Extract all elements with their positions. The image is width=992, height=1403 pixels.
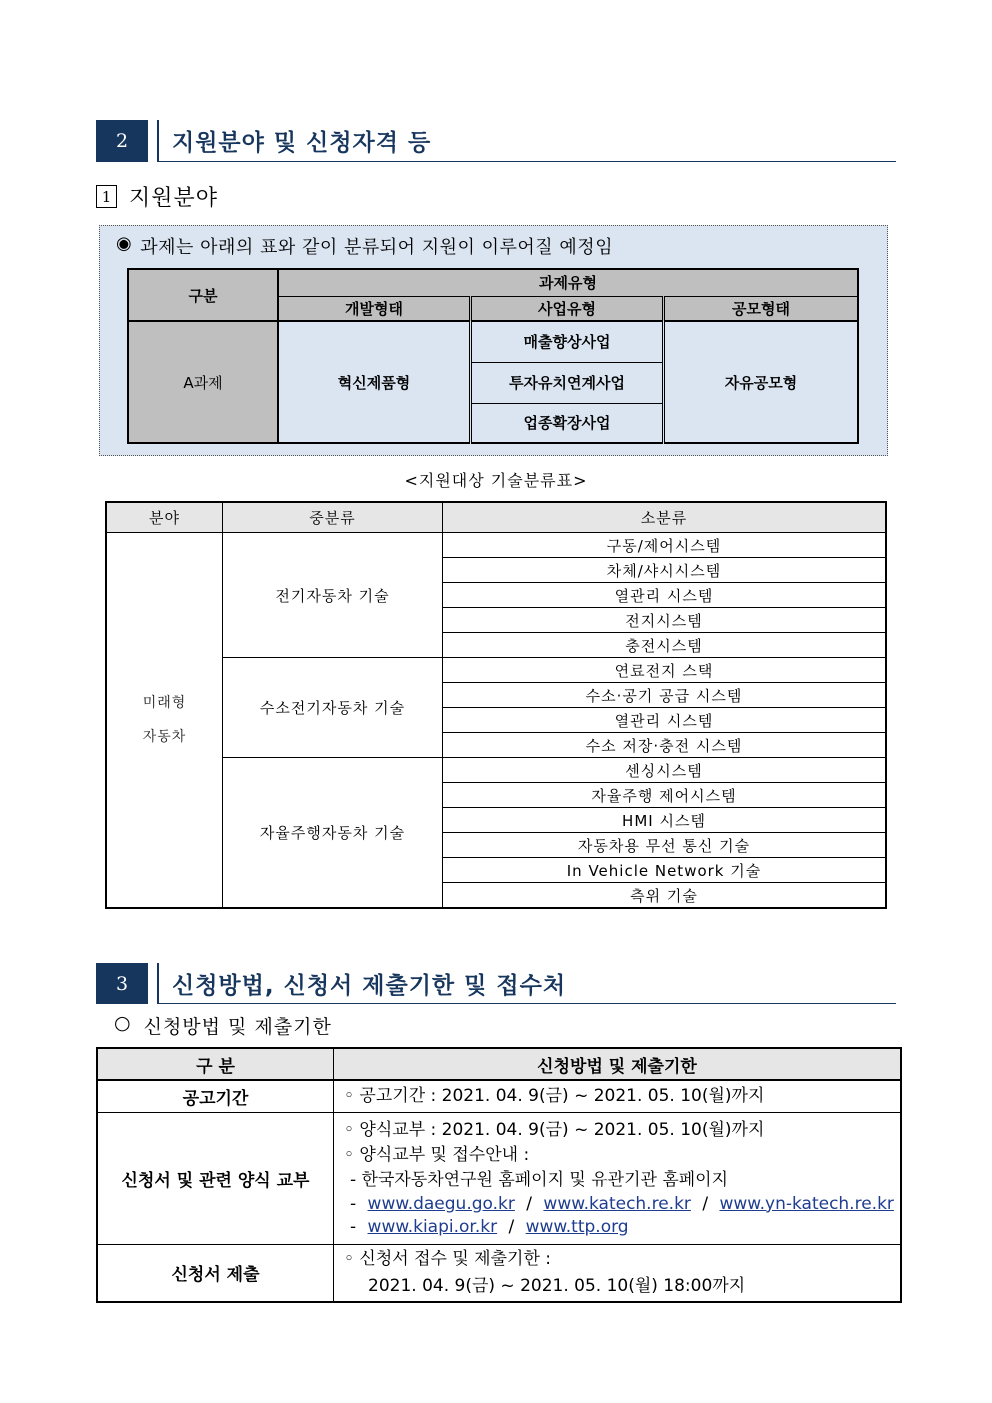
task-note-text: 과제는 아래의 표와 같이 분류되어 지원이 이루어질 예정임 — [140, 237, 614, 258]
small-category-cell: 센싱시스템 — [443, 758, 887, 783]
section-title: 지원분야 및 신청자격 등 — [172, 130, 432, 156]
section-title: 신청방법, 신청서 제출기한 및 접수처 — [172, 973, 567, 999]
row-label-forms: 신청서 및 관련 양식 교부 — [97, 1112, 334, 1244]
small-category-cell: 열관리 시스템 — [443, 583, 887, 608]
link-daegu[interactable]: www.daegu.go.kr — [367, 1193, 515, 1214]
small-category-cell: 자율주행 제어시스템 — [443, 783, 887, 808]
link-row — [344, 1193, 900, 1216]
link-separator: / — [508, 1216, 515, 1237]
row-label-announcement: 공고기간 — [97, 1080, 334, 1112]
link-yn-katech[interactable]: www.yn-katech.re.kr — [719, 1193, 894, 1214]
link-row — [344, 1216, 900, 1239]
small-category-cell: 자동차용 무선 통신 기술 — [443, 833, 887, 858]
application-table — [96, 1047, 902, 1303]
header-category: 구 분 — [97, 1048, 334, 1080]
link-separator: / — [526, 1193, 533, 1214]
subsection-title: 지원분야 — [129, 186, 219, 211]
small-category-cell: 열관리 시스템 — [443, 708, 887, 733]
header-field: 분야 — [106, 502, 223, 533]
forms-guide: ◦ 양식교부 및 접수안내 : — [344, 1144, 530, 1165]
small-category-cell: In Vehicle Network 기술 — [443, 858, 887, 883]
dash-marker: - — [350, 1193, 357, 1214]
tech-table-caption: <지원대상 기술분류표> — [404, 471, 588, 490]
field-cell — [106, 533, 223, 909]
field-label-line: 미래형 — [142, 695, 187, 711]
submission-deadline: 2021. 04. 9(금) ~ 2021. 05. 10(월) 18:00까지 — [368, 1275, 746, 1296]
row-label-a-task: A과제 — [128, 321, 278, 443]
small-category-cell: HMI 시스템 — [443, 808, 887, 833]
submission-content — [334, 1244, 902, 1302]
link-separator: / — [702, 1193, 709, 1214]
header-task-type: 과제유형 — [278, 269, 858, 296]
biz-type-value: 매출향상사업 — [471, 321, 664, 362]
section-number: 3 — [96, 963, 148, 1004]
contest-type-value: 자유공모형 — [664, 321, 859, 443]
small-category-cell: 측위 기술 — [443, 883, 887, 909]
field-label-line: 자동차 — [142, 729, 187, 745]
small-category-cell: 차체/샤시시스템 — [443, 558, 887, 583]
small-category-cell: 전지시스템 — [443, 608, 887, 633]
biz-type-value: 업종확장사업 — [471, 403, 664, 443]
radio-bullet-icon: ◉ — [116, 233, 133, 254]
header-mid-category: 중분류 — [223, 502, 443, 533]
subsection-title: 신청방법 및 제출기한 — [143, 1016, 332, 1038]
section-divider — [157, 120, 159, 162]
tech-classification-table — [105, 501, 887, 909]
announcement-period: ◦ 공고기간 : 2021. 04. 9(금) ~ 2021. 05. 10(월)까지 — [334, 1080, 902, 1112]
task-note — [116, 233, 613, 259]
section-divider — [157, 963, 159, 1004]
submission-intro: ◦ 신청서 접수 및 제출기한 : — [344, 1248, 551, 1269]
section-underline — [158, 1003, 896, 1004]
forms-homepage-note: - 한국자동차연구원 홈페이지 및 유관기관 홈페이지 — [350, 1169, 729, 1190]
dev-type-value: 혁신제품형 — [278, 321, 471, 443]
small-category-cell: 수소 저장·충전 시스템 — [443, 733, 887, 758]
forms-period: ◦ 양식교부 : 2021. 04. 9(금) ~ 2021. 05. 10(월)까지 — [344, 1119, 765, 1140]
small-category-cell: 충전시스템 — [443, 633, 887, 658]
subsection-heading — [114, 1012, 332, 1039]
task-type-table — [127, 268, 859, 444]
row-label-submission: 신청서 제출 — [97, 1244, 334, 1302]
small-category-cell: 연료전지 스택 — [443, 658, 887, 683]
small-category-cell: 수소·공기 공급 시스템 — [443, 683, 887, 708]
header-category: 구분 — [128, 269, 278, 321]
header-biz-type: 사업유형 — [471, 296, 664, 321]
header-method: 신청방법 및 제출기한 — [334, 1048, 902, 1080]
section-number: 2 — [96, 120, 148, 162]
link-kiapi[interactable]: www.kiapi.or.kr — [367, 1216, 498, 1237]
subsection-number-box: 1 — [96, 185, 117, 208]
header-small-category: 소분류 — [443, 502, 887, 533]
mid-category-cell: 자율주행자동차 기술 — [223, 758, 443, 909]
dash-marker: - — [350, 1216, 357, 1237]
section-underline — [158, 161, 896, 162]
circle-bullet-icon: ○ — [114, 1012, 132, 1034]
link-katech[interactable]: www.katech.re.kr — [543, 1193, 691, 1214]
header-dev-type: 개발형태 — [278, 296, 471, 321]
link-ttp[interactable]: www.ttp.org — [525, 1216, 629, 1237]
forms-content — [334, 1112, 902, 1244]
mid-category-cell: 전기자동차 기술 — [223, 533, 443, 658]
small-category-cell: 구동/제어시스템 — [443, 533, 887, 558]
header-contest-type: 공모형태 — [664, 296, 859, 321]
mid-category-cell: 수소전기자동차 기술 — [223, 658, 443, 758]
biz-type-value: 투자유치연계사업 — [471, 362, 664, 403]
